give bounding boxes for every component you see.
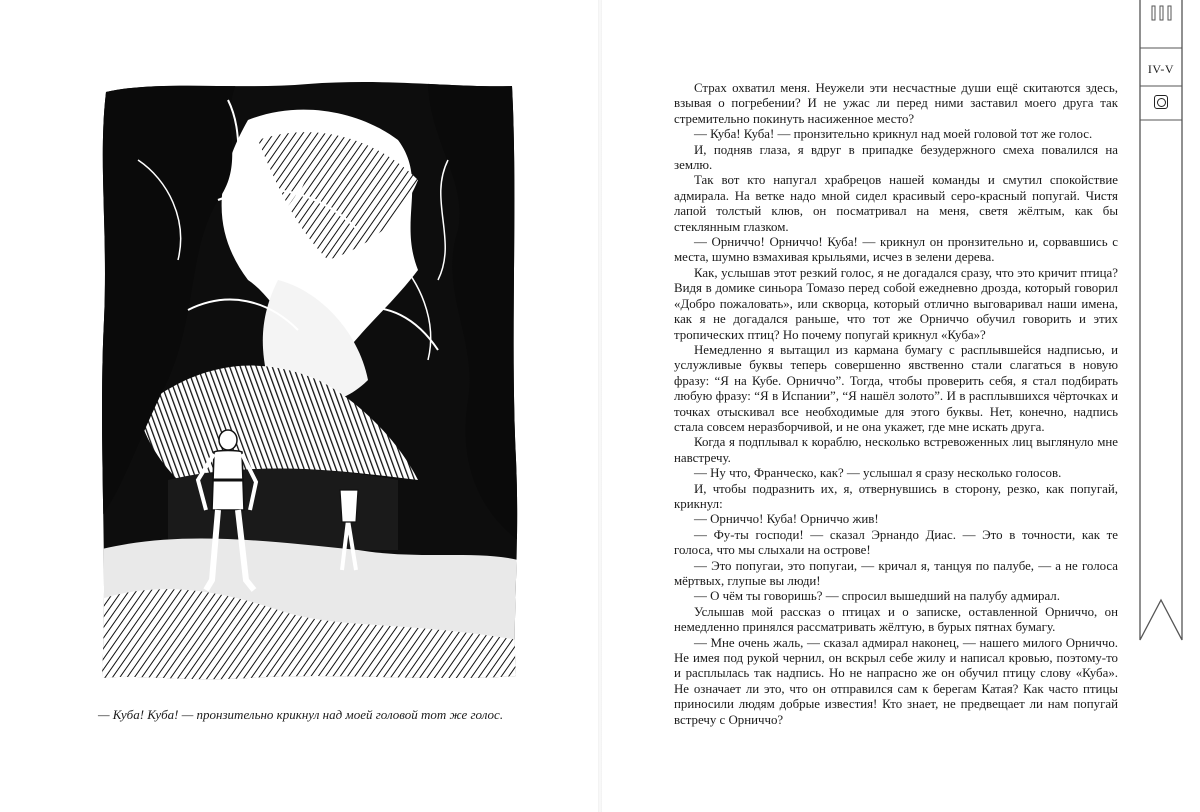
paragraph: — Мне очень жаль, — сказал адмирал наконец, — нашего милого Орниччо. Не имея под рукой чернил, он вскрыл себе жилу и написал кровью, поэтому-то и расплылась так надпись. Но не напрасно же он обучил птицу слову «Куба». Не означает ли это, что он отправился сам к берегам Катая? Как часто птицы приносили людям добрые известия! Кто знает, не предвещает ли нам попугай встречу с Орниччо? xyxy=(674,635,1118,727)
paragraph: И, чтобы подразнить их, я, отвернувшись в сторону, резко, как попугай, крикнул: xyxy=(674,481,1118,511)
paragraph: — Ну что, Франческо, как? — услышал я сразу несколько голосов. xyxy=(694,466,1062,481)
section-number: IV-V xyxy=(1147,62,1175,76)
paragraph: — Орниччо! Куба! Орниччо жив! xyxy=(694,512,879,527)
paragraph: — Орниччо! Орниччо! Куба! — крикнул он пронзительно и, сорвавшись с места, шумно взмахивая крыльями, исчез в зелени дерева. xyxy=(674,235,1118,265)
jungle-engraving-image xyxy=(98,80,518,680)
jungle-illustration xyxy=(98,80,518,680)
paragraph: — О чём ты говоришь? — спросил вышедший на палубу адмирал. xyxy=(694,589,1060,604)
paragraph: Как, услышав этот резкий голос, я не догадался сразу, что это кричит птица? Видя в домике синьора Томазо перед собой ежедневно дрозда, который говорил «Добро пожаловать», или скворца, который отлично выговаривал наши имена, как я не догадался раньше, что тот же Орниччо обучил говорить и этих тропических птиц? Но почему попугай крикнул «Куба»? xyxy=(674,265,1118,342)
text-column xyxy=(674,81,1118,728)
paragraph: Страх охватил меня. Неужели эти несчастные души ещё скитаются здесь, взывая о погребении? И не ужас ли перед ними заставил моего друга так стремительно покинуть насиженное место? xyxy=(674,81,1118,126)
paragraph: Когда я подплывал к кораблю, несколько встревоженных лиц выглянуло мне навстречу. xyxy=(674,435,1118,465)
paragraph: — Фу-ты господи! — сказал Эрнандо Диас. — Это в точности, как те голоса, что мы слыхали на острове! xyxy=(674,527,1118,558)
illustration-caption: — Куба! Куба! — пронзительно крикнул над моей головой тот же голос. xyxy=(98,707,504,722)
paragraph: И, подняв глаза, я вдруг в припадке безудержного смеха повалился на землю. xyxy=(674,142,1118,173)
paragraph: — Куба! Куба! — пронзительно крикнул над моей головой тот же голос. xyxy=(694,127,1093,142)
page-gutter xyxy=(598,0,602,812)
paragraph: Немедленно я вытащил из кармана бумагу с расплывшейся надписью, и услужливые буквы теперь совершенно явственно стали слагаться в новую фразу: “Я на Кубе. Орниччо”. Тогда, чтобы проверить себя, я стал подбирать любую фразу: “Я в Испании”, “Я нашёл золото”. И в расплывшихся чёрточках и точках отыскивал все необходимые для этого буквы. Нет, конечно, надпись стала совсем неразборчивой, и не она укажет, где мне искать друга. xyxy=(674,342,1118,434)
stamp-emblem-icon xyxy=(1154,95,1168,109)
paragraph: Услышав мой рассказ о птицах и о записке, оставленной Орниччо, он немедленно принялся рассматривать жёлтую, в бурых пятнах бумагу. xyxy=(674,604,1118,635)
paragraph: Так вот кто напугал храбрецов нашей команды и смутил спокойствие адмирала. На ветке надо мной сидел красивый серо-красный попугай. Чистя лапой толстый клюв, он посматривал на меня, светя жёлтым, как бы стеклянным глазком. xyxy=(674,173,1118,234)
paragraph: — Это попугаи, это попугаи, — кричал я, танцуя по палубе, — а не голоса мёртвых, глупые вы люди! xyxy=(674,558,1118,588)
